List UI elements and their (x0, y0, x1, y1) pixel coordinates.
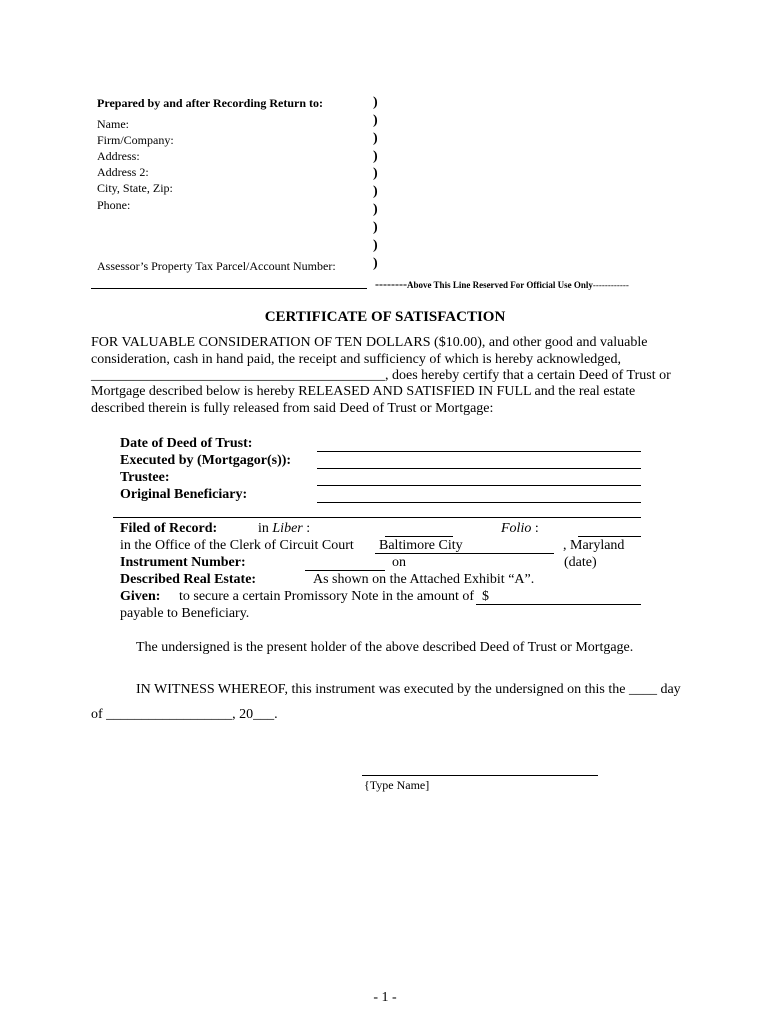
paren: ) (373, 202, 378, 217)
executed-by-line[interactable] (317, 468, 641, 469)
filed-of-record-label: Filed of Record: (120, 521, 218, 536)
city-state-zip-label: City, State, Zip: (97, 181, 173, 195)
instrument-number-line[interactable] (305, 570, 385, 571)
beneficiary-line[interactable] (317, 502, 641, 503)
paren: ) (373, 184, 378, 199)
paren: ) (373, 131, 378, 146)
name-field-label: Name: (97, 117, 129, 131)
releasor-blank[interactable]: __________________________________________ (91, 368, 385, 383)
amount-line[interactable] (476, 604, 641, 605)
deed-date-label: Date of Deed of Trust: (120, 436, 253, 451)
state-text: , Maryland (563, 538, 625, 553)
payable-text: payable to Beneficiary. (120, 606, 250, 621)
document-title: CERTIFICATE OF SATISFACTION (264, 309, 506, 325)
real-estate-value: As shown on the Attached Exhibit “A”. (313, 572, 535, 587)
prepared-by-label: Prepared by and after Recording Return to: (97, 96, 323, 110)
intro-line-1: FOR VALUABLE CONSIDERATION OF TEN DOLLARS ($10.00), and other good and valuable (91, 335, 648, 350)
instrument-number-label: Instrument Number: (120, 555, 246, 570)
paren: ) (373, 149, 378, 164)
address-field-label: Address: (97, 149, 140, 163)
witness-line-2: of __________________, 20___. (91, 707, 278, 722)
intro-line-2: consideration, cash in hand paid, the receipt and sufficiency of which is hereby acknowledged, (91, 352, 622, 367)
trustee-label: Trustee: (120, 470, 170, 485)
parcel-underline (91, 288, 367, 289)
parcel-number-label: Assessor’s Property Tax Parcel/Account Number: (97, 259, 336, 273)
date-hint: (date) (564, 555, 597, 570)
dollar-sign: $ (482, 589, 489, 604)
liber-line[interactable] (385, 536, 453, 537)
reserved-tail: ------------ (592, 280, 629, 290)
folio-line[interactable] (578, 536, 641, 537)
beneficiary-label: Original Beneficiary: (120, 487, 248, 502)
section-divider (113, 517, 641, 518)
page-number: - 1 - (373, 990, 397, 1005)
phone-field-label: Phone: (97, 198, 131, 212)
trustee-line[interactable] (317, 485, 641, 486)
intro-line-3-text: , does hereby certify that a certain Deed of Trust or (385, 368, 671, 383)
paren: ) (373, 166, 378, 181)
holder-statement: The undersigned is the present holder of the above described Deed of Trust or Mortgage. (136, 640, 634, 655)
firm-field-label: Firm/Company: (97, 133, 174, 147)
address2-field-label: Address 2: (97, 165, 149, 179)
paren: ) (373, 113, 378, 128)
executed-by-label: Executed by (Mortgagor(s)): (120, 453, 292, 468)
reserved-dashes: -------- (375, 277, 407, 291)
paren: ) (373, 220, 378, 235)
type-name-label: {Type Name] (364, 778, 430, 792)
intro-line-4: Mortgage described below is hereby RELEASED AND SATISFIED IN FULL and the real estate (91, 384, 636, 399)
real-estate-label: Described Real Estate: (120, 572, 257, 587)
paren: ) (373, 238, 378, 253)
reserved-text: Above This Line Reserved For Official Use Only (406, 280, 593, 290)
liber-label: in Liber : (258, 521, 311, 536)
intro-line-3 (91, 368, 671, 384)
deed-date-line[interactable] (317, 451, 641, 452)
given-text: to secure a certain Promissory Note in the amount of (179, 589, 475, 604)
signature-line[interactable] (362, 775, 598, 776)
county-value[interactable]: Baltimore City (379, 538, 463, 553)
office-text: in the Office of the Clerk of Circuit Court (120, 538, 354, 553)
given-label: Given: (120, 589, 161, 604)
witness-line-1: IN WITNESS WHEREOF, this instrument was executed by the undersigned on this the ____ day (136, 682, 681, 697)
paren: ) (373, 256, 378, 271)
folio-label: Folio : (501, 521, 539, 536)
intro-line-5: described therein is fully released from said Deed of Trust or Mortgage: (91, 401, 494, 416)
paren: ) (373, 95, 378, 110)
on-text: on (392, 555, 406, 570)
county-line (375, 553, 554, 554)
reserved-notice (375, 275, 629, 293)
